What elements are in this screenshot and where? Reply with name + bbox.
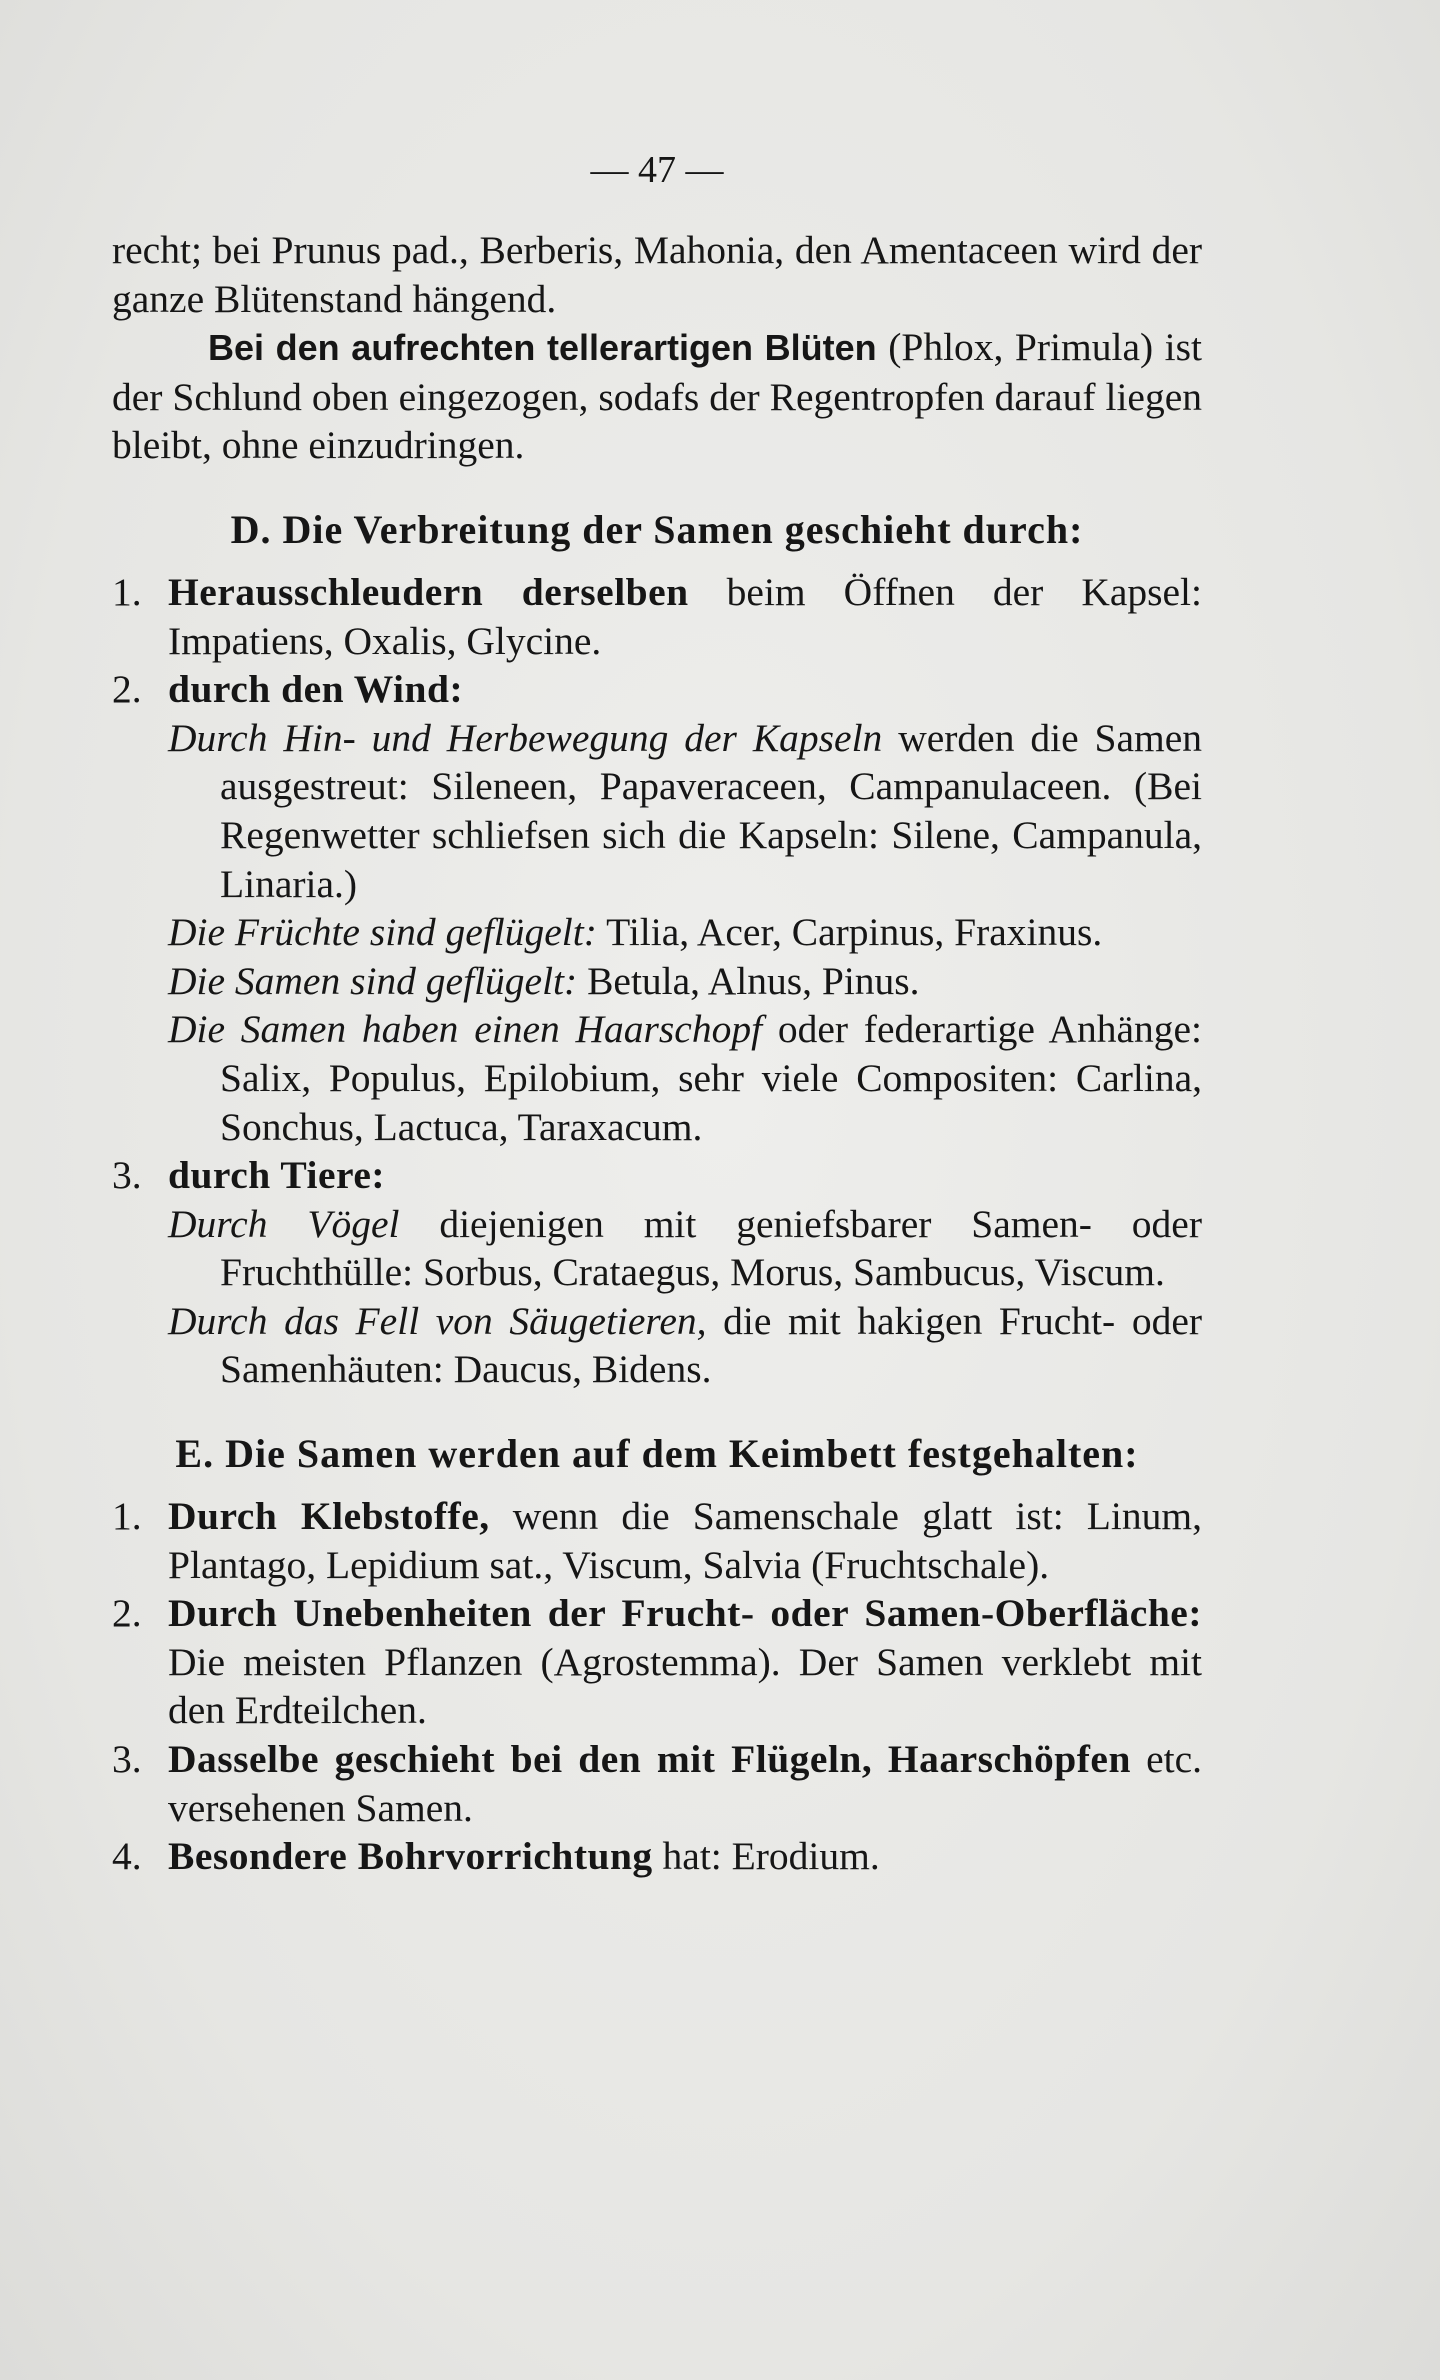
sub-italic: Durch das Fell von Säugetieren,	[168, 1298, 707, 1343]
item-rest: wenn die Samenschale glatt ist: Linum, Plantago, Lepidium sat., Viscum, Salvia (Fruchtschale).	[168, 1494, 1202, 1587]
section-d-item-2-sub-3	[112, 957, 1202, 1006]
section-e-item-2	[112, 1589, 1202, 1735]
item-text	[168, 1735, 1202, 1832]
sub-rest: die mit hakigen Frucht- oder Samenhäuten: Daucus, Bidens.	[220, 1298, 1203, 1392]
section-e-item-1	[112, 1492, 1202, 1589]
sub-italic: Durch Vögel	[168, 1201, 400, 1246]
section-d-item-3	[112, 1151, 1202, 1200]
section-d-item-2-sub-4	[112, 1005, 1202, 1151]
intro-emphasis: Bei den aufrechten tellerartigen Blüten	[208, 327, 877, 369]
item-rest: beim Öffnen der Kapsel: Impatiens, Oxalis, Glycine.	[168, 569, 1202, 663]
item-number: 3.	[112, 1737, 142, 1782]
section-d-heading: D. Die Verbreitung der Samen geschieht durch:	[230, 506, 1084, 552]
page-content	[112, 140, 1202, 1881]
item-number: 1.	[112, 569, 142, 614]
item-text	[168, 568, 1202, 665]
sub-italic: Durch Hin- und Herbewegung der Kapseln	[168, 715, 883, 760]
item-text	[168, 1151, 1202, 1200]
sub-rest: diejenigen mit geniefsbarer Samen- oder Fruchthülle: Sorbus, Crataegus, Morus, Sambucus, Viscum.	[220, 1201, 1202, 1295]
page-number: — 47 —	[590, 149, 724, 191]
item-bold: Durch Klebstoffe,	[168, 1494, 490, 1539]
section-e-heading: E. Die Samen werden auf dem Keimbett festgehalten:	[175, 1431, 1139, 1477]
item-number: 3.	[112, 1153, 142, 1198]
intro-paragraph-1: recht; bei Prunus pad., Berberis, Mahonia, den Amentaceen wird der ganze Blütenstand hängend.	[112, 228, 1202, 321]
item-bold: Herausschleudern derselben	[168, 569, 689, 614]
sub-italic: Die Früchte sind geflügelt:	[168, 910, 597, 955]
intro-paragraph-2	[112, 323, 1202, 470]
section-e-item-4	[112, 1832, 1202, 1881]
section-d-item-2-sub-1	[112, 714, 1202, 908]
item-rest: etc. versehenen Samen.	[168, 1737, 1203, 1830]
item-text	[168, 1589, 1202, 1735]
section-d-item-2	[112, 665, 1202, 714]
item-text	[168, 665, 1202, 714]
item-bold: durch den Wind:	[168, 667, 464, 712]
section-d-item-3-sub-2	[112, 1297, 1202, 1394]
sub-rest: Betula, Alnus, Pinus.	[587, 958, 920, 1003]
item-bold: Durch Unebenheiten der Frucht- oder Samen-Oberfläche:	[168, 1591, 1202, 1636]
item-text	[168, 1492, 1202, 1589]
item-number: 4.	[112, 1834, 142, 1879]
item-bold: Dasselbe geschieht bei den mit Flügeln, Haarschöpfen	[168, 1737, 1131, 1782]
intro-paragraph-2-rest: (Phlox, Primula) ist der Schlund oben eingezogen, sodafs der Regentropfen darauf liegen bleibt, ohne einzudringen.	[112, 325, 1202, 468]
item-number: 1.	[112, 1494, 142, 1539]
sub-rest: werden die Samen ausgestreut: Sileneen, Papaveraceen, Campanulaceen. (Bei Regenwetter schliefsen sich die Kapseln: Silene, Campanula, Linaria.)	[220, 715, 1203, 906]
item-rest: Die meisten Pflanzen (Agrostemma). Der Samen verklebt mit den Erdteilchen.	[168, 1639, 1202, 1733]
sub-rest: oder federartige Anhänge: Salix, Populus, Epilobium, sehr viele Compositen: Carlina, Sonchus, Lactuca, Taraxacum.	[220, 1007, 1203, 1149]
item-text	[168, 1832, 1202, 1881]
section-d-item-1	[112, 568, 1202, 665]
item-number: 2.	[112, 1591, 142, 1636]
item-number: 2.	[112, 667, 142, 712]
item-bold: Besondere Bohrvorrichtung	[168, 1834, 653, 1879]
item-rest: hat: Erodium.	[662, 1834, 880, 1879]
sub-italic: Die Samen sind geflügelt:	[168, 958, 578, 1003]
section-d-item-2-sub-2	[112, 908, 1202, 957]
sub-rest: Tilia, Acer, Carpinus, Fraxinus.	[606, 910, 1103, 955]
item-bold: durch Tiere:	[168, 1153, 386, 1198]
section-e-item-3	[112, 1735, 1202, 1832]
section-d-item-3-sub-1	[112, 1200, 1202, 1297]
sub-italic: Die Samen haben einen Haarschopf	[168, 1007, 763, 1052]
